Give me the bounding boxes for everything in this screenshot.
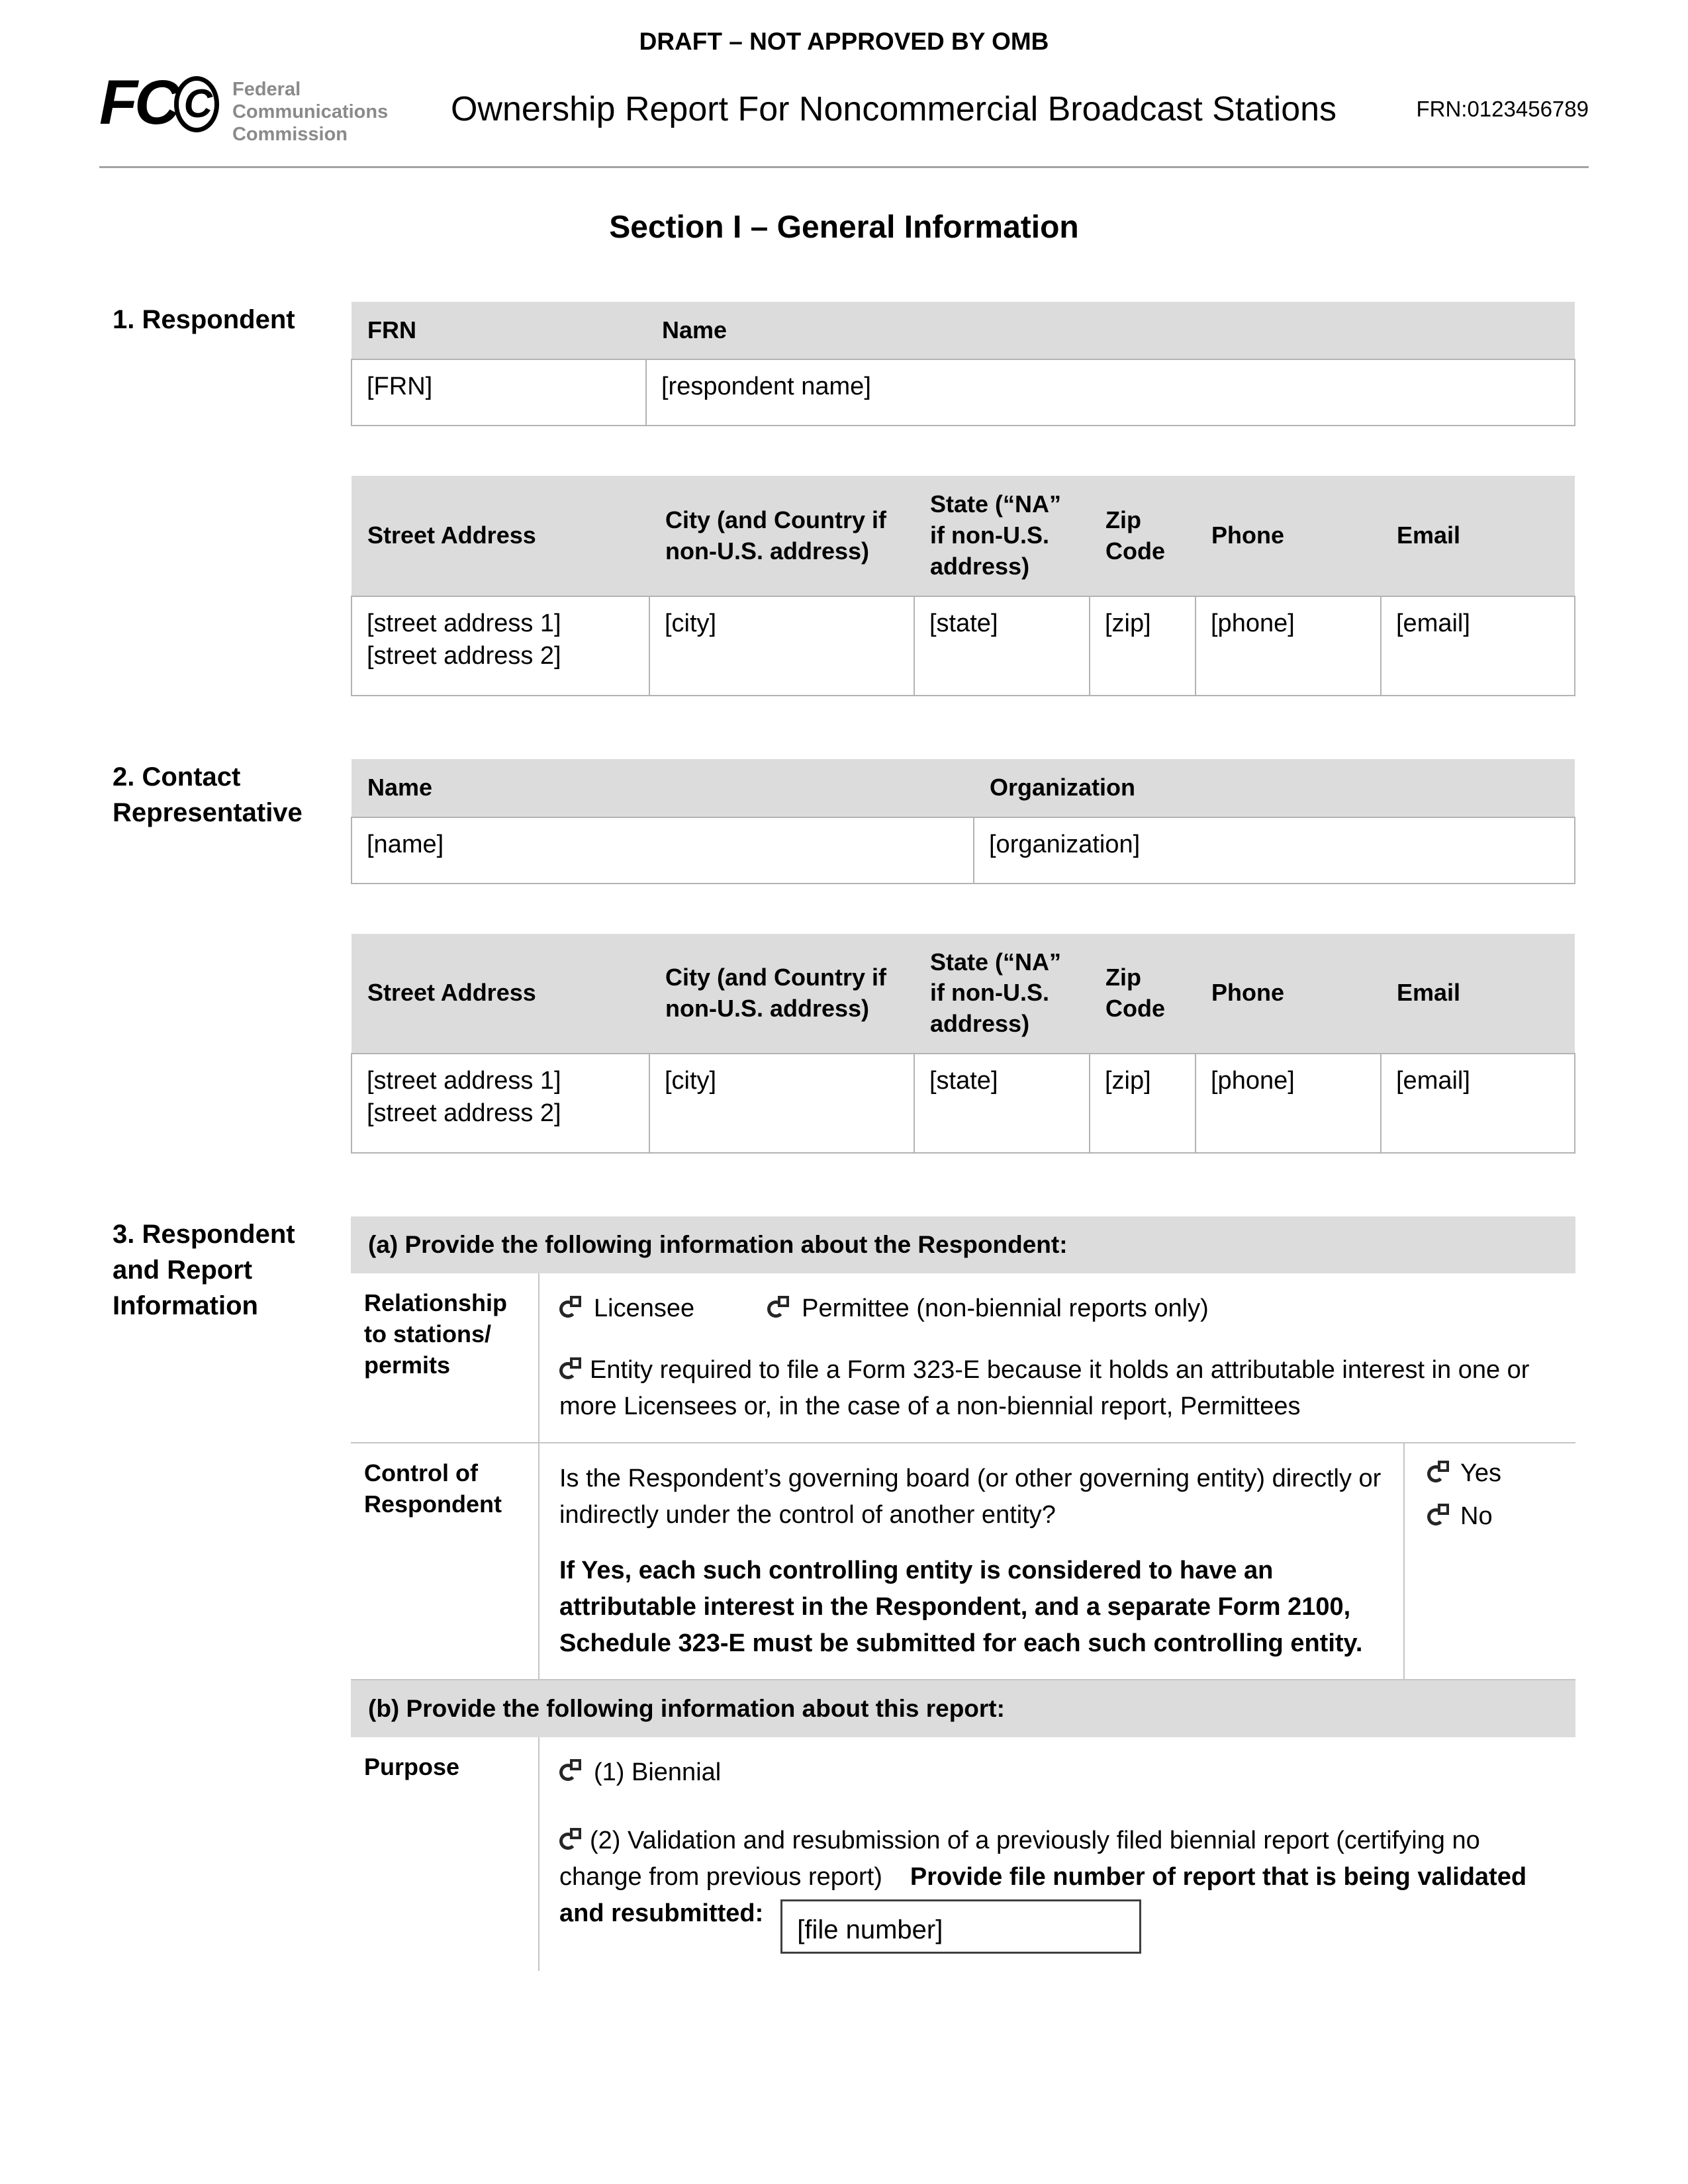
zip-header-cell: Zip Code <box>1090 934 1196 1054</box>
report-info-content <box>351 1216 1575 1971</box>
contact-phone-field[interactable]: [phone] <box>1196 1054 1381 1153</box>
control-question: Is the Respondent’s governing board (or other governing entity) directly or indirectly under the control of another entity? <box>559 1465 1382 1529</box>
phone-header-cell: Phone <box>1196 476 1381 596</box>
contact-name-table <box>351 759 1575 884</box>
entity-option[interactable] <box>559 1352 1556 1425</box>
respondent-section-label: 1. Respondent <box>113 304 295 334</box>
frn-value-field[interactable]: [FRN] <box>352 359 646 426</box>
street-header-cell: Street Address <box>352 934 649 1054</box>
contact-email-field[interactable]: [email] <box>1381 1054 1575 1153</box>
control-no-radio[interactable] <box>1427 1508 1444 1525</box>
street-line-1: [street address 1] <box>367 609 561 637</box>
no-option-label: No <box>1460 1502 1493 1531</box>
relationship-options <box>539 1273 1575 1442</box>
respondent-address-table <box>351 476 1575 696</box>
fcc-logo <box>99 68 410 146</box>
fcc-logo-line2: Communications <box>232 101 389 123</box>
spacer <box>351 884 1575 934</box>
frn-header-cell: FRN <box>352 302 646 360</box>
contact-section-content <box>351 759 1575 1154</box>
entity-option-label: Entity required to file a Form 323-E because it holds an attributable interest in one or more Licensees or, in the case of a non-biennial report, Permittees <box>559 1356 1530 1421</box>
city-header-cell: City (and Country if non-U.S. address) <box>649 934 914 1054</box>
page-header <box>0 56 1688 146</box>
fcc-logo-c: C <box>174 76 219 132</box>
contact-street-field[interactable] <box>352 1054 649 1153</box>
respondent-section <box>0 302 1688 696</box>
purpose-biennial-radio[interactable] <box>559 1764 577 1781</box>
contact-state-field[interactable]: [state] <box>914 1054 1090 1153</box>
draft-notice: DRAFT – NOT APPROVED BY OMB <box>639 28 1049 55</box>
file-number-input[interactable] <box>780 1899 1141 1954</box>
subsection-a-header: (a) Provide the following information about the Respondent: <box>351 1216 1575 1273</box>
contact-city-field[interactable]: [city] <box>649 1054 914 1153</box>
respondent-street-field[interactable] <box>352 596 649 696</box>
respondent-state-field[interactable]: [state] <box>914 596 1090 696</box>
control-note: If Yes, each such controlling entity is considered to have an attributable interest in the Respondent, and a separate Form 2100, Schedule 323-E must be submitted for each such controlling entity. <box>559 1556 1363 1657</box>
respondent-name-field[interactable]: [respondent name] <box>646 359 1575 426</box>
organization-field[interactable]: [organization] <box>974 817 1575 884</box>
state-header-cell: State (“NA” if non-U.S. address) <box>914 934 1090 1054</box>
permittee-option-label: Permittee (non-biennial reports only) <box>802 1295 1209 1323</box>
file-number-instruction: Provide file number of report that is being validated and resubmitted: <box>559 1862 1527 1928</box>
licensee-option-label: Licensee <box>594 1295 695 1323</box>
permittee-option[interactable] <box>767 1291 1209 1327</box>
file-number-value: [file number] <box>797 1915 943 1945</box>
subsection-b-header: (b) Provide the following information about this report: <box>351 1680 1575 1737</box>
street-line-1: [street address 1] <box>367 1067 561 1095</box>
control-label: Control of Respondent <box>351 1443 539 1678</box>
spacer <box>351 426 1575 476</box>
fcc-logo-fc: FC <box>99 68 177 138</box>
fcc-logo-text <box>232 73 388 146</box>
fcc-logo-line1: Federal <box>232 79 301 100</box>
purpose-row <box>351 1737 1575 1971</box>
respondent-section-content <box>351 302 1575 696</box>
report-info-section-label: 3. Respondent and Report Information <box>113 1220 295 1321</box>
name-header-cell: Name <box>646 302 1575 360</box>
organization-header-cell: Organization <box>974 759 1575 817</box>
email-header-cell: Email <box>1381 934 1575 1054</box>
validation-option[interactable] <box>559 1823 1556 1954</box>
relationship-row <box>351 1273 1575 1443</box>
fcc-logo-line3: Commission <box>232 124 348 146</box>
page-title: Ownership Report For Noncommercial Broadcast Stations <box>450 90 1337 129</box>
control-yes-no-cell <box>1403 1443 1575 1678</box>
licensee-radio[interactable] <box>559 1300 577 1318</box>
street-line-2: [street address 2] <box>367 642 561 670</box>
validation-option-label: (2) Validation and resubmission of a previously filed biennial report (certifying no change from previous report) <box>559 1826 1480 1891</box>
respondent-email-field[interactable]: [email] <box>1381 596 1575 696</box>
contact-section-label: 2. Contact Representative <box>113 762 303 827</box>
report-info-section <box>0 1216 1688 1971</box>
biennial-option-label: (1) Biennial <box>594 1758 722 1786</box>
contact-address-table <box>351 934 1575 1154</box>
licensee-option[interactable] <box>559 1291 694 1327</box>
yes-option-label: Yes <box>1460 1459 1501 1488</box>
section-title: Section I – General Information <box>609 209 1079 245</box>
respondent-zip-field[interactable]: [zip] <box>1090 596 1196 696</box>
fcc-logo-mark <box>99 68 219 138</box>
purpose-label: Purpose <box>351 1737 539 1971</box>
no-option[interactable] <box>1427 1502 1575 1531</box>
contact-section <box>0 759 1688 1154</box>
respondent-city-field[interactable]: [city] <box>649 596 914 696</box>
contact-name-header-cell: Name <box>352 759 974 817</box>
control-question-cell <box>539 1443 1403 1678</box>
respondent-phone-field[interactable]: [phone] <box>1196 596 1381 696</box>
biennial-option[interactable] <box>559 1754 1556 1791</box>
city-header-cell: City (and Country if non-U.S. address) <box>649 476 914 596</box>
relationship-label: Relationship to stations/ permits <box>351 1273 539 1442</box>
state-header-cell: State (“NA” if non-U.S. address) <box>914 476 1090 596</box>
purpose-validation-radio[interactable] <box>559 1833 577 1850</box>
relationship-option-line <box>559 1291 1556 1327</box>
street-header-cell: Street Address <box>352 476 649 596</box>
yes-option[interactable] <box>1427 1459 1575 1488</box>
respondent-frn-table <box>351 302 1575 427</box>
frn-number: FRN:0123456789 <box>1416 97 1589 122</box>
control-yes-radio[interactable] <box>1427 1465 1444 1482</box>
email-header-cell: Email <box>1381 476 1575 596</box>
contact-name-field[interactable]: [name] <box>352 817 974 884</box>
entity-radio[interactable] <box>559 1362 577 1379</box>
purpose-options <box>539 1737 1575 1971</box>
header-divider <box>99 166 1589 168</box>
control-row <box>351 1443 1575 1680</box>
zip-header-cell: Zip Code <box>1090 476 1196 596</box>
permittee-radio[interactable] <box>767 1300 784 1318</box>
phone-header-cell: Phone <box>1196 934 1381 1054</box>
contact-zip-field[interactable]: [zip] <box>1090 1054 1196 1153</box>
street-line-2: [street address 2] <box>367 1099 561 1128</box>
